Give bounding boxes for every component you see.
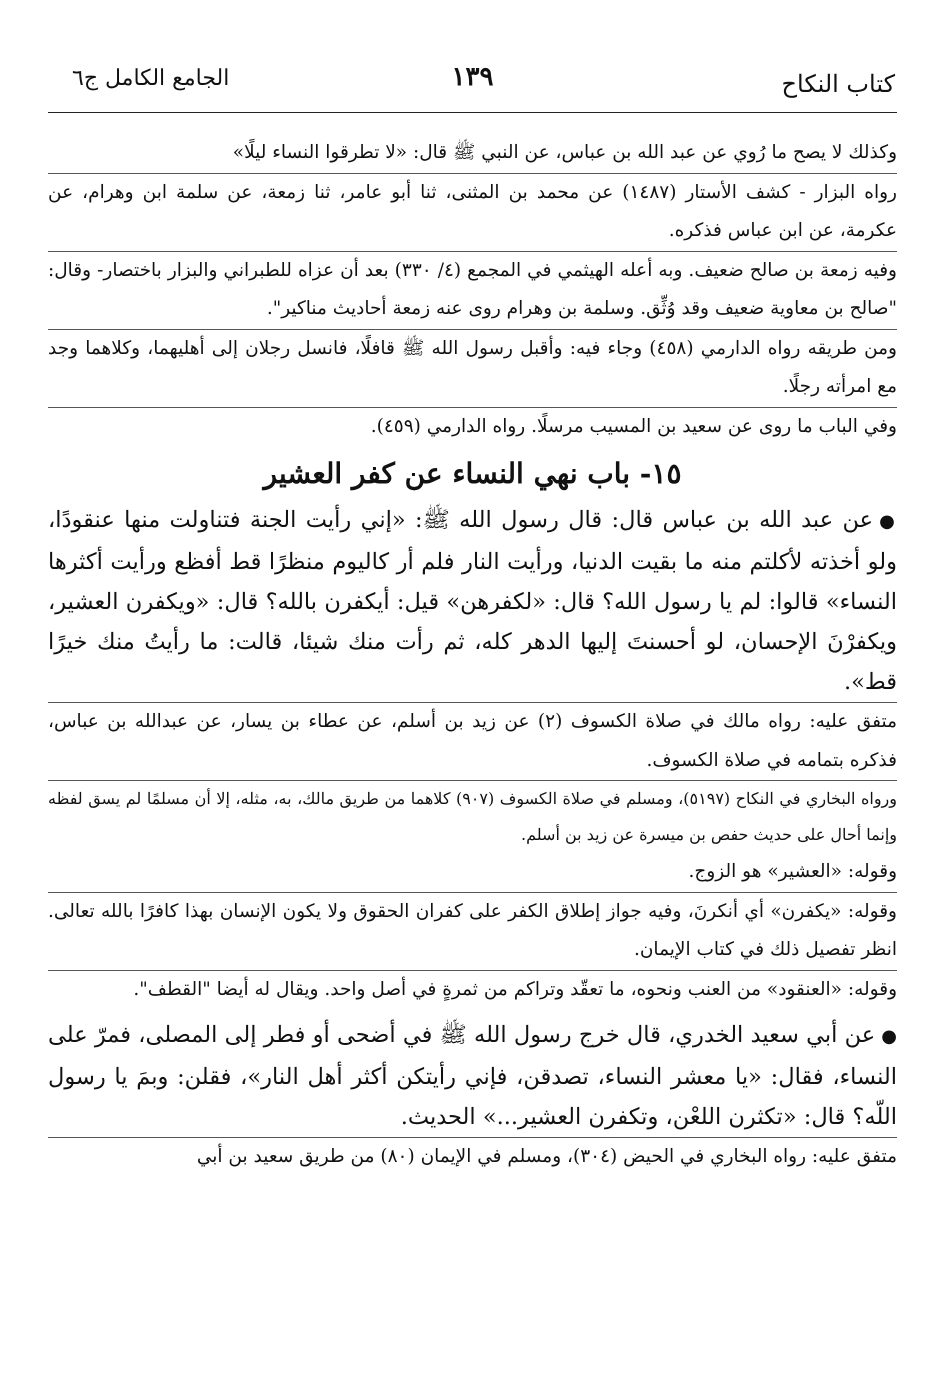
hadith-1-text	[48, 500, 897, 702]
page-header	[48, 62, 897, 113]
page-body	[48, 134, 897, 1177]
paragraph-1	[48, 134, 897, 173]
paragraph-4-text: ومن طريقه رواه الدارمي (٤٥٨) وجاء فيه: وأقبل رسول الله ﷺ قافلًا، فانسل رجلان إلى أهليهما، وكلاهما وجد مع امرأته رجلًا.	[48, 337, 897, 397]
hadith-2-body: عن أبي سعيد الخدري، قال خرج رسول الله ﷺ في أضحى أو فطر إلى المصلى، فمرّ على النساء، فقال: «يا معشر النساء، تصدقن، فإني رأيتكن أكثر أهل النار»، فقلن: وبمَ يا رسول اللّه؟ قال: «تكثرن اللعْن، وتكفرن العشير...» الحديث.	[48, 1022, 897, 1130]
paragraph-2	[48, 173, 897, 251]
header-book-section: كتاب النكاح	[781, 70, 895, 98]
book-page	[48, 0, 897, 1374]
note-2	[48, 780, 897, 853]
paragraph-5-text: وفي الباب ما روى عن سعيد بن المسيب مرسلًا. رواه الدارمي (٤٥٩).	[370, 415, 897, 437]
bullet-icon: ●	[881, 1026, 897, 1047]
hadith-2-text	[48, 1015, 897, 1137]
note-6	[48, 1137, 897, 1177]
paragraph-3	[48, 251, 897, 329]
page-number: ١٣٩	[451, 62, 494, 92]
paragraph-5	[48, 407, 897, 447]
note-2-text: ورواه البخاري في النكاح (٥١٩٧)، ومسلم في صلاة الكسوف (٩٠٧) كلاهما من طريق مالك، به، مثله، إلا أن مسلمًا لم يسق لفظه وإنما أحال على حديث حفص بن ميسرة عن زيد بن أسلم.	[48, 789, 898, 844]
note-1-text: متفق عليه: رواه مالك في صلاة الكسوف (٢) عن زيد بن أسلم، عن عطاء بن يسار، عن عبدالله بن عباس، فذكره بتمامه في صلاة الكسوف.	[48, 711, 897, 771]
hadith-1-body: عن عبد الله بن عباس قال: قال رسول الله ﷺ: «إني رأيت الجنة فتناولت منها عنقودًا، ولو أخذته لأكلتم منه ما بقيت الدنيا، ورأيت النار فلم أر كاليوم منظرًا قط أفظع ورأيت أكثرها النساء» قالوا: لم يا رسول الله؟ قال: «لكفرهن» قيل: أيكفرن بالله؟ قال: «ويكفرن العشير، ويكفرْنَ الإحسان، لو أحسنتَ إليها الدهر كله، ثم رأت منك شيئا، قالت: ما رأيتُ منك خيرًا قط».	[48, 507, 897, 695]
note-5	[48, 970, 897, 1010]
header-book-title: الجامع الكامل ج٦	[72, 66, 230, 91]
bullet-icon: ●	[879, 511, 897, 532]
note-3	[48, 853, 897, 892]
paragraph-1-text: وكذلك لا يصح ما رُوي عن عبد الله بن عباس، عن النبي ﷺ قال: «لا تطرقوا النساء ليلًا»	[232, 142, 897, 163]
note-4-text: وقوله: «يكفرن» أي أنكرنَ، وفيه جواز إطلاق الكفر على كفران الحقوق ولا يكون الإنسان بهذا كافرًا بالله تعالى. انظر تفصيل ذلك في كتاب الإيمان.	[48, 900, 897, 960]
section-title: ١٥- باب نهي النساء عن كفر العشير	[263, 457, 682, 490]
hadith-2	[48, 1015, 897, 1137]
paragraph-3-text: وفيه زمعة بن صالح ضعيف. وبه أعله الهيثمي في المجمع (٤/ ٣٣٠) بعد أن عزاه للطبراني والبزار باختصار- وقال: "صالح بن معاوية ضعيف وقد وُثِّق. وسلمة بن وهرام روى عنه زمعة أحاديث مناكير".	[48, 259, 897, 319]
note-6-text: متفق عليه: رواه البخاري في الحيض (٣٠٤)، ومسلم في الإيمان (٨٠) من طريق سعيد بن أبي	[196, 1146, 897, 1167]
note-3-text: وقوله: «العشير» هو الزوج.	[688, 861, 897, 882]
hadith-1	[48, 500, 897, 702]
note-4	[48, 892, 897, 970]
paragraph-2-text: رواه البزار - كشف الأستار (١٤٨٧) عن محمد بن المثنى، ثنا أبو عامر، ثنا زمعة، عن سلمة ابن وهرام، عن عكرمة، عن ابن عباس فذكره.	[48, 181, 897, 241]
note-1	[48, 702, 897, 780]
paragraph-4	[48, 329, 897, 407]
note-5-text: وقوله: «العنقود» من العنب ونحوه، ما تعقّد وتراكم من ثمرةٍ في أصل واحد. ويقال له أيضا "القطف".	[133, 978, 897, 1000]
